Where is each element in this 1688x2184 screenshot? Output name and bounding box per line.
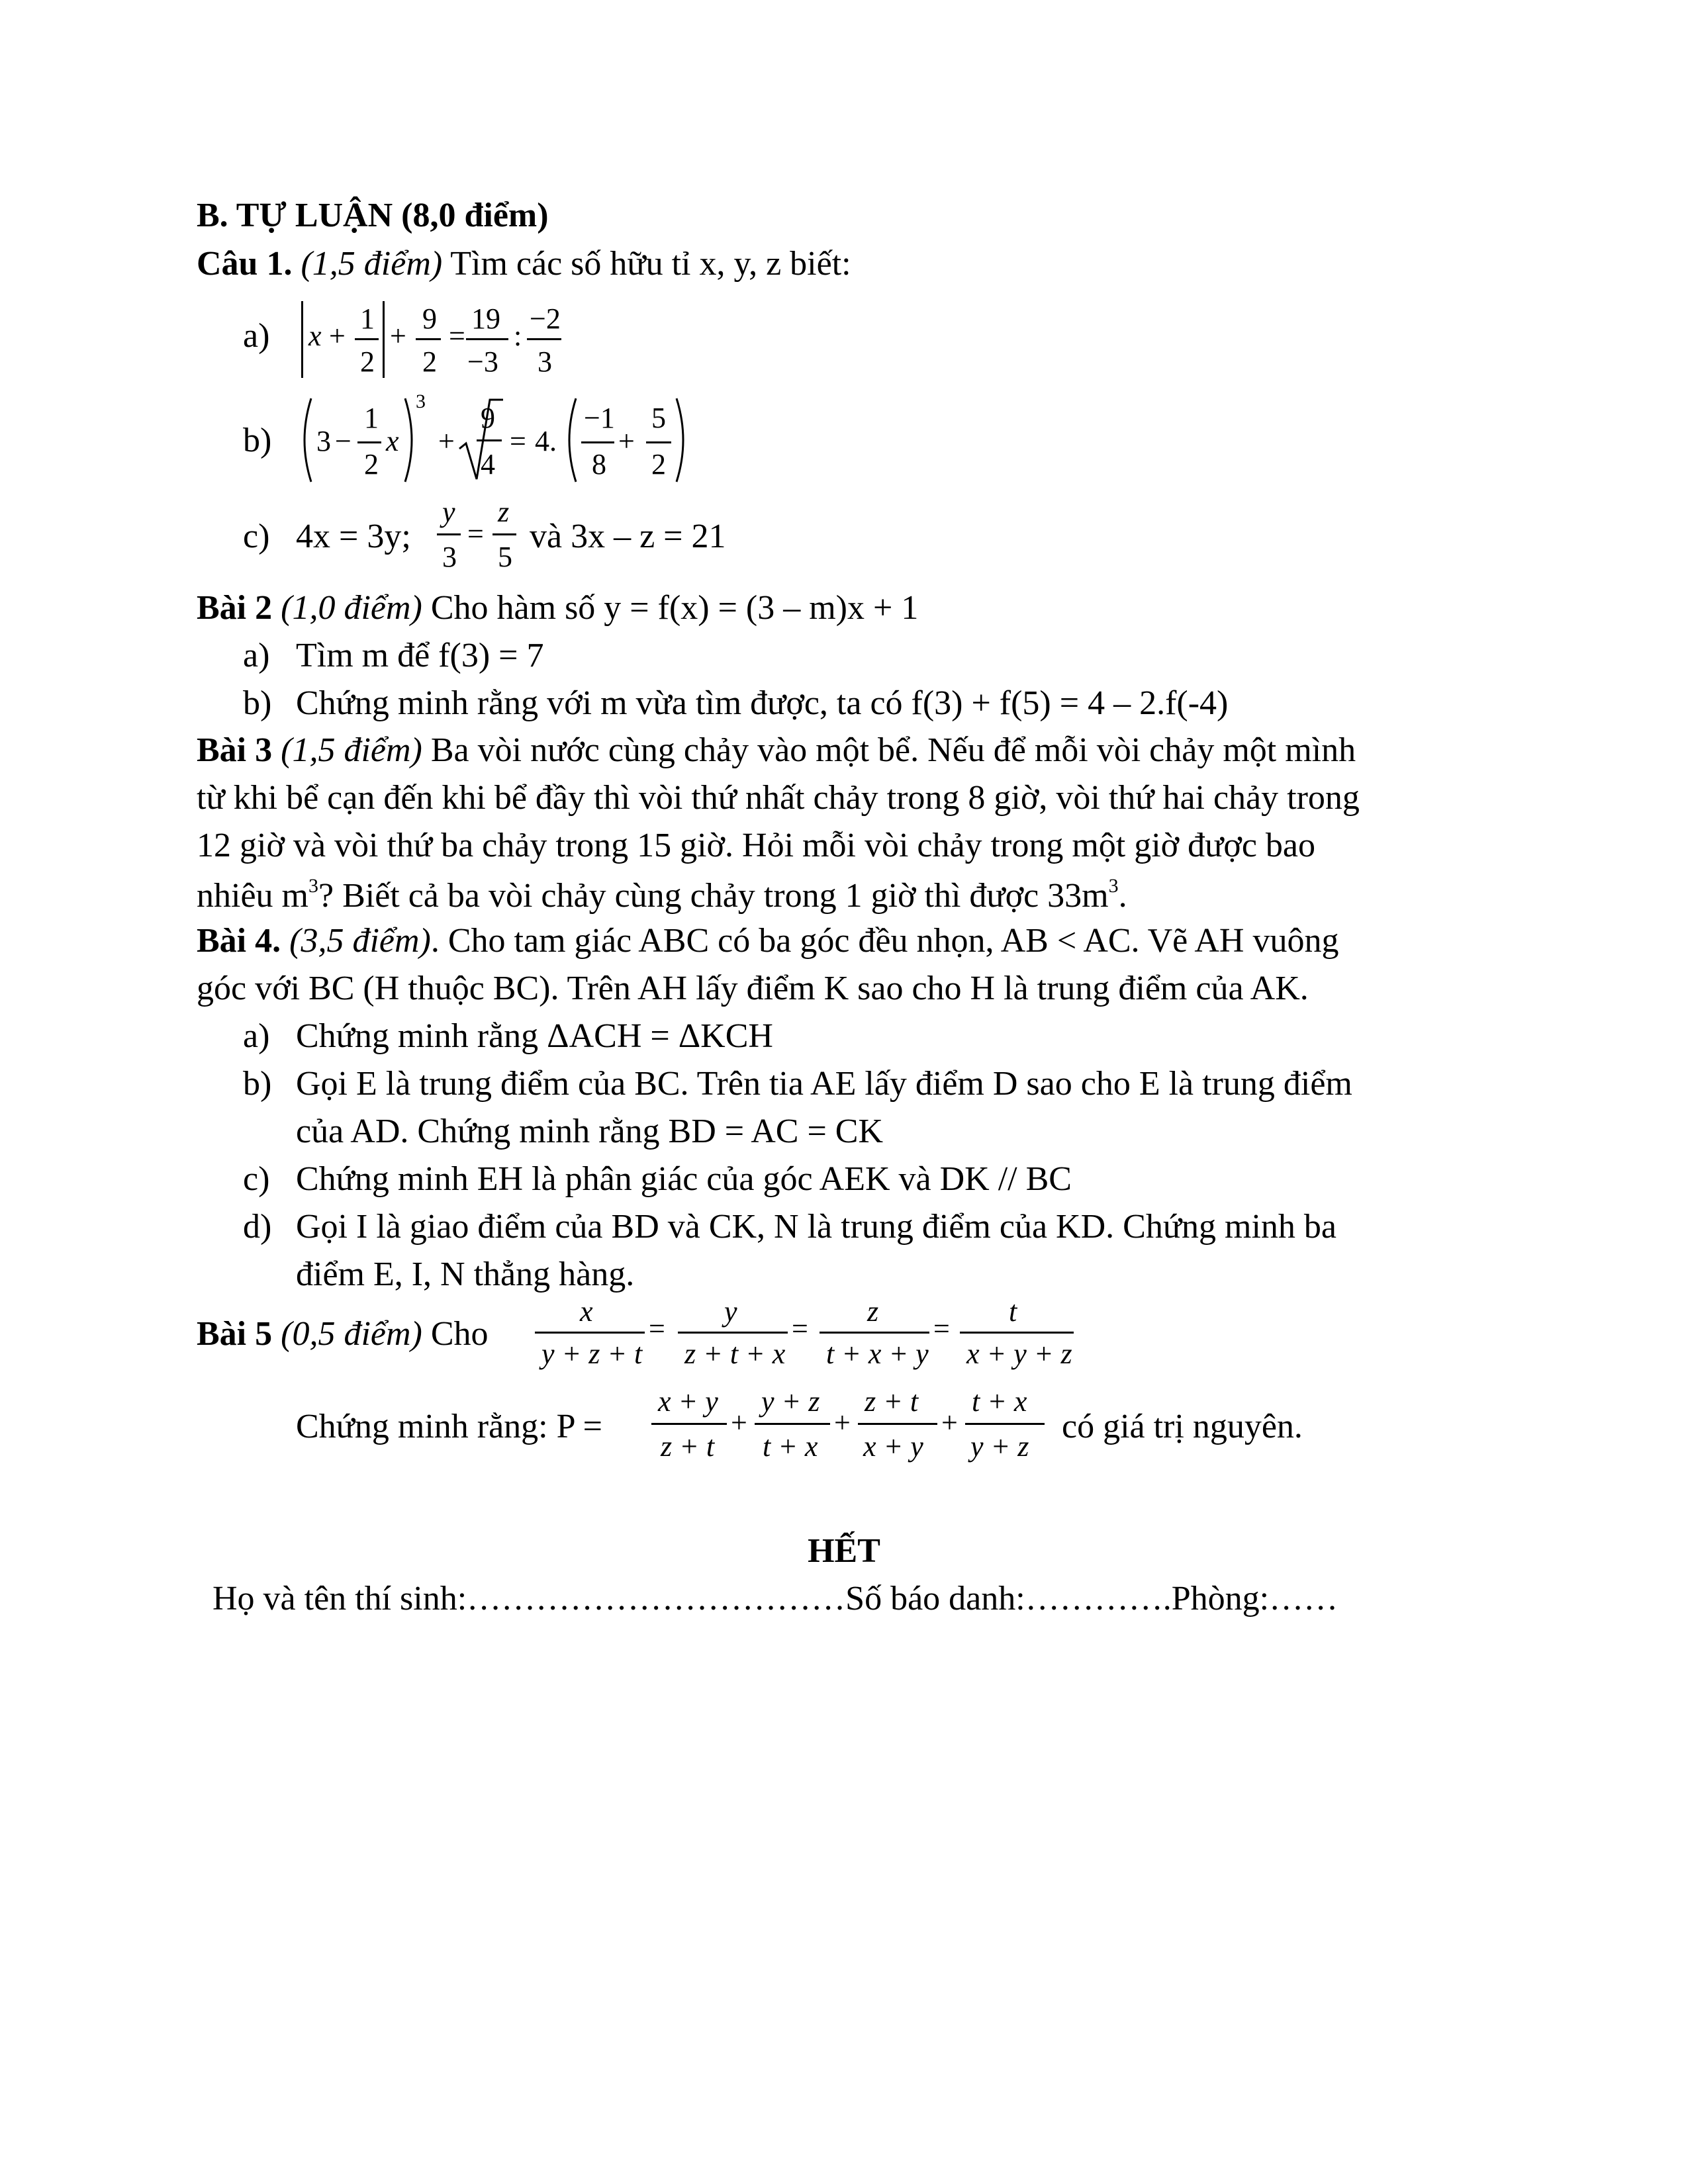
frac-den: 3 xyxy=(442,541,457,573)
cau1-prompt: Tìm các số hữu tỉ x, y, z biết: xyxy=(450,245,851,283)
frac-den: z + t xyxy=(661,1430,715,1463)
math-plus: + xyxy=(618,425,635,457)
item-marker: c) xyxy=(243,1160,270,1198)
frac-den: 8 xyxy=(592,448,606,480)
frac-bar xyxy=(466,338,508,340)
math-colon: : xyxy=(514,320,522,352)
bai4-b-text: Gọi E là trung điểm của BC. Trên tia AE lấy điểm D sao cho E là trung điểm xyxy=(296,1065,1352,1103)
bai2-label: Bài 2 xyxy=(197,589,273,627)
frac-den: 5 xyxy=(498,541,512,573)
math-plus: + xyxy=(329,320,346,352)
frac-den: t + x xyxy=(763,1430,818,1463)
frac-den: y + z + t xyxy=(541,1338,643,1370)
math-plus: + xyxy=(731,1406,747,1439)
bai3-text: 12 giờ và vòi thứ ba chảy trong 15 giờ. Hỏi mỗi vòi chảy trong một giờ được bao xyxy=(197,827,1315,864)
frac-bar xyxy=(535,1332,645,1334)
superscript: 3 xyxy=(308,875,318,897)
frac-den: −3 xyxy=(467,345,498,378)
bai3-heading xyxy=(197,733,1356,768)
frac-num: y xyxy=(724,1295,737,1328)
frac-den: 2 xyxy=(364,448,379,480)
math-eq: = xyxy=(933,1312,950,1345)
frac-num: z xyxy=(867,1295,879,1328)
bai4-heading xyxy=(197,924,1339,958)
math-text: 4x = 3y; xyxy=(296,518,411,555)
item-marker: b) xyxy=(243,1065,272,1103)
frac-num: y xyxy=(442,496,455,528)
frac-num: 1 xyxy=(360,302,375,335)
bai4-d-text: Gọi I là giao điểm của BD và CK, N là trung điểm của KD. Chứng minh ba xyxy=(296,1208,1336,1246)
bai2-heading xyxy=(197,591,918,625)
paren-left xyxy=(561,397,579,483)
math-eq: = xyxy=(792,1312,808,1345)
cau1-heading xyxy=(197,247,851,281)
math-plus: + xyxy=(438,425,455,457)
bai2-b-text: Chứng minh rằng với m vừa tìm được, ta có f(3) + f(5) = 4 – 2.f(-4) xyxy=(296,684,1229,722)
bai4-text: . Cho tam giác ABC có ba góc đều nhọn, AB < AC. Vẽ AH vuông xyxy=(430,922,1339,960)
frac-num: 5 xyxy=(651,402,666,434)
math-eq: = xyxy=(449,320,465,352)
frac-den: 2 xyxy=(422,345,437,378)
frac-bar xyxy=(492,533,516,535)
frac-bar xyxy=(416,338,441,340)
frac-bar xyxy=(960,1332,1074,1334)
cau1-label: Câu 1. xyxy=(197,245,293,283)
bai3-label: Bài 3 xyxy=(197,731,273,769)
text-part: ? Biết cả ba vòi chảy cùng chảy trong 1 giờ thì được 33m xyxy=(318,877,1109,915)
math-num: 3 xyxy=(316,425,331,457)
frac-den: 4 xyxy=(481,448,495,480)
math-exponent: 3 xyxy=(416,390,426,412)
bai4-text: góc với BC (H thuộc BC). Trên AH lấy điểm K sao cho H là trung điểm của AK. xyxy=(197,970,1309,1007)
cau1-c-marker: c) xyxy=(243,518,270,555)
superscript: 3 xyxy=(1108,875,1119,897)
math-eq: = xyxy=(649,1312,665,1345)
math-eq: = xyxy=(467,518,484,550)
frac-num: x + y xyxy=(658,1385,718,1418)
frac-num: t + x xyxy=(972,1385,1027,1418)
frac-num: z + t xyxy=(865,1385,919,1418)
frac-den: 2 xyxy=(360,345,375,378)
cau1-points: (1,5 điểm) xyxy=(301,245,443,283)
frac-num: 19 xyxy=(471,302,500,335)
abs-bar-right xyxy=(383,301,385,378)
frac-bar xyxy=(820,1332,929,1334)
frac-num: y + z xyxy=(761,1385,820,1418)
bai5-tail: có giá trị nguyên. xyxy=(1062,1408,1303,1445)
frac-bar xyxy=(651,1423,727,1425)
frac-den: z + t + x xyxy=(684,1338,786,1370)
bai5-label: Bài 5 xyxy=(197,1315,273,1353)
candidate-info-line: Họ và tên thí sinh:……………………………Số báo danh:………….Phòng:…… xyxy=(212,1580,1338,1617)
frac-num: −1 xyxy=(584,402,615,434)
bai2-a xyxy=(243,639,269,673)
math-minus: − xyxy=(335,425,352,457)
frac-bar xyxy=(357,441,381,443)
frac-bar xyxy=(437,533,461,535)
cau1-a-marker: a) xyxy=(243,317,270,355)
frac-bar xyxy=(477,439,502,441)
frac-num: x xyxy=(580,1295,593,1328)
math-eq: = xyxy=(510,425,526,457)
bai5-prove-label: Chứng minh rằng: P = xyxy=(296,1408,602,1445)
frac-den: 3 xyxy=(538,345,552,378)
bai2-prompt: Cho hàm số y = f(x) = (3 – m)x + 1 xyxy=(430,589,919,627)
text-part: nhiêu m xyxy=(197,877,308,915)
paren-left xyxy=(297,397,314,483)
frac-num: 9 xyxy=(422,302,437,335)
bai4-points: (3,5 điểm) xyxy=(289,922,431,960)
bai4-b-text: của AD. Chứng minh rằng BD = AC = CK xyxy=(296,1113,884,1150)
frac-num: −2 xyxy=(530,302,561,335)
frac-bar xyxy=(858,1423,937,1425)
bai5-prompt: Cho xyxy=(430,1315,489,1353)
bai4-label: Bài 4. xyxy=(197,922,281,960)
frac-bar xyxy=(581,441,614,443)
bai3-text: từ khi bể cạn đến khi bể đầy thì vòi thứ nhất chảy trong 8 giờ, vòi thứ hai chảy trong xyxy=(197,779,1360,817)
bai5-heading xyxy=(197,1317,489,1351)
item-marker: a) xyxy=(243,637,270,674)
item-marker: d) xyxy=(243,1208,272,1246)
math-text: và 3x – z = 21 xyxy=(530,518,726,555)
frac-bar xyxy=(755,1423,830,1425)
bai4-d-text: điểm E, I, N thẳng hàng. xyxy=(296,1255,635,1293)
item-marker: a) xyxy=(243,1017,270,1055)
frac-den: x + y xyxy=(863,1430,923,1463)
math-plus: + xyxy=(834,1406,851,1439)
section-title: B. TỰ LUẬN (8,0 điểm) xyxy=(197,197,549,234)
bai2-a-text: Tìm m để f(3) = 7 xyxy=(296,637,544,674)
frac-bar xyxy=(965,1423,1045,1425)
bai3-text-last xyxy=(197,876,1127,913)
bai3-points: (1,5 điểm) xyxy=(281,731,422,769)
frac-num: 1 xyxy=(364,402,379,434)
bai2-points: (1,0 điểm) xyxy=(281,589,422,627)
abs-bar-left xyxy=(301,301,303,378)
paren-right xyxy=(674,397,691,483)
frac-bar xyxy=(355,338,379,340)
bai3-text: Ba vòi nước cùng chảy vào một bể. Nếu để mỗi vòi chảy một mình xyxy=(430,731,1356,769)
math-plus: + xyxy=(941,1406,958,1439)
bai4-a-text: Chứng minh rằng ΔACH = ΔKCH xyxy=(296,1017,773,1055)
math-plus: + xyxy=(390,320,406,352)
math-x: x xyxy=(386,425,399,457)
frac-num: 9 xyxy=(481,402,495,434)
bai4-c-text: Chứng minh EH là phân giác của góc AEK và DK // BC xyxy=(296,1160,1072,1198)
end-marker: HẾT xyxy=(808,1532,880,1570)
math-x: x xyxy=(308,320,322,352)
item-marker: b) xyxy=(243,684,272,722)
frac-bar xyxy=(527,338,561,340)
frac-bar xyxy=(678,1332,788,1334)
frac-num: t xyxy=(1009,1295,1017,1328)
frac-bar xyxy=(646,441,671,443)
frac-num: z xyxy=(498,496,510,528)
text-part: . xyxy=(1118,877,1127,915)
frac-den: t + x + y xyxy=(826,1338,929,1370)
frac-den: x + y + z xyxy=(966,1338,1072,1370)
bai5-points: (0,5 điểm) xyxy=(281,1315,422,1353)
frac-den: 2 xyxy=(651,448,666,480)
frac-den: y + z xyxy=(970,1430,1029,1463)
cau1-b-marker: b) xyxy=(243,422,272,459)
math-num: 4. xyxy=(535,425,557,457)
